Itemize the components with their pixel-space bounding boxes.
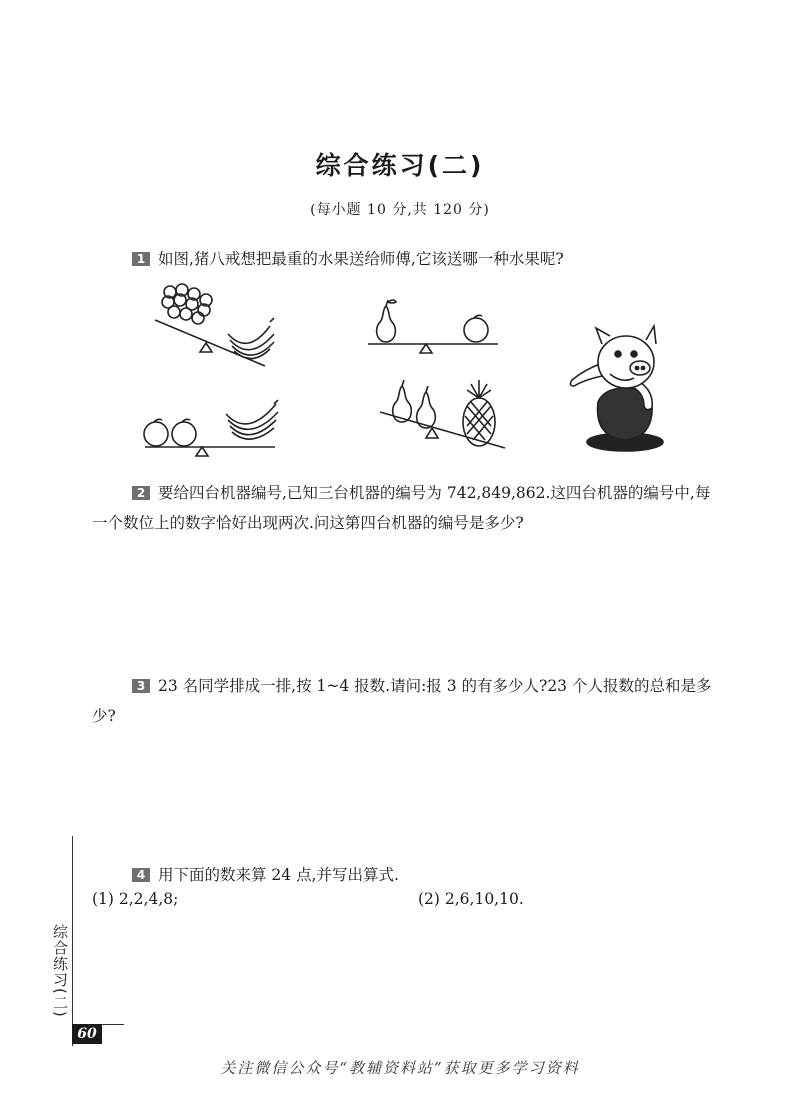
question-number: 3 [132, 679, 150, 693]
bananas-icon [228, 318, 274, 359]
side-divider [72, 836, 73, 1046]
question-2 [92, 478, 722, 538]
page-number: 60 [72, 1024, 102, 1044]
balance-scales-illustration [140, 282, 680, 462]
question-text: 用下面的数来算 24 点,并写出算式. [158, 866, 399, 884]
grapes-icon [162, 284, 212, 324]
question-text: 要给四台机器编号,已知三台机器的编号为 742,849,862.这四台机器的编号中,每一个数位上的数字恰好出现两次.问这第四台机器的编号是多少? [92, 484, 711, 532]
question-4-part-1: (1) 2,2,4,8; [92, 890, 179, 908]
section-side-label: 综合练习(二) [51, 924, 69, 1018]
pears-icon [393, 380, 436, 428]
scale-grapes-bananas [155, 284, 274, 366]
question-1 [92, 244, 722, 274]
page-subtitle: (每小题 10 分,共 120 分) [310, 202, 490, 218]
question-number: 1 [132, 252, 150, 266]
question-4-part-2: (2) 2,6,10,10. [418, 890, 524, 908]
footer-note: 关注微信公众号“教辅资料站”获取更多学习资料 [220, 1059, 580, 1077]
oranges-icon [144, 419, 196, 446]
scale-oranges-bananas [144, 400, 278, 456]
question-number: 2 [132, 486, 150, 500]
question-4 [92, 860, 722, 890]
pear-icon [377, 300, 396, 342]
question-text: 如图,猪八戒想把最重的水果送给师傅,它该送哪一种水果呢? [158, 250, 564, 268]
scale-pear-orange [368, 300, 498, 353]
pineapple-icon [463, 380, 495, 446]
pig-character-icon [570, 326, 663, 451]
question-3 [92, 671, 722, 731]
question-text: 23 名同学排成一排,按 1~4 报数.请问:报 3 的有多少人?23 个人报数的总和是多少? [92, 677, 712, 725]
page-title: 综合练习(二) [315, 151, 485, 180]
scale-pears-pineapple [380, 380, 505, 448]
orange-icon [464, 315, 488, 342]
bananas-icon-2 [226, 400, 278, 439]
question-number: 4 [132, 868, 150, 882]
